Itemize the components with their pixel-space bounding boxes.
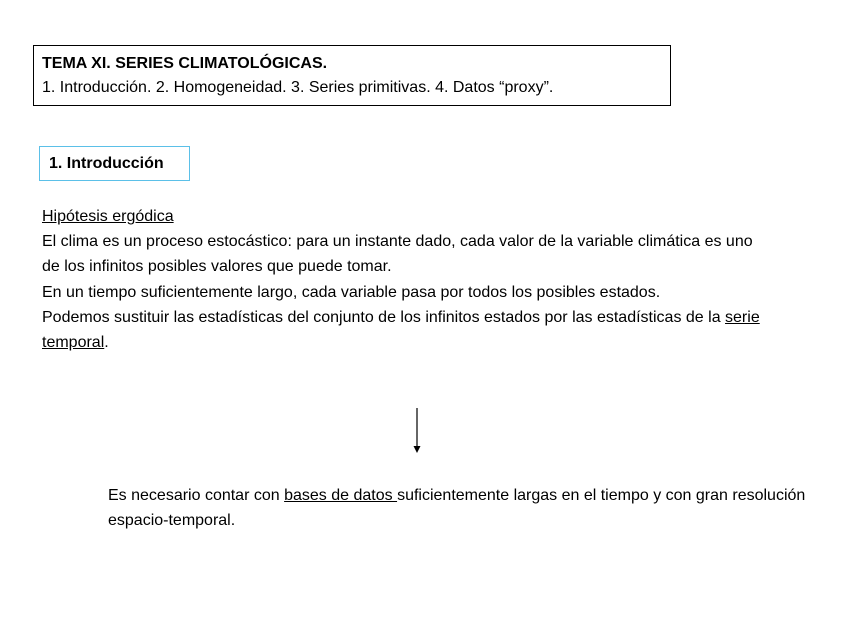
table-of-contents: 1. Introducción. 2. Homogeneidad. 3. Series primitivas. 4. Datos “proxy”.	[42, 79, 554, 96]
paragraph-1: El clima es un proceso estocástico: para un instante dado, cada valor de la variable climática es uno de los infinitos posibles valores que puede tomar.	[42, 233, 753, 276]
bases-de-datos-term: bases de datos	[284, 487, 398, 504]
section-heading: 1. Introducción	[39, 146, 190, 181]
subtitle: Hipótesis ergódica	[42, 208, 174, 225]
page-title: TEMA XI. SERIES CLIMATOLÓGICAS.	[42, 55, 328, 72]
arrow-down-icon	[411, 408, 423, 454]
conclusion-start: Es necesario contar con	[108, 487, 285, 504]
paragraph-3-start: Podemos sustituir las estadísticas del conjunto de los infinitos estados por las estadísticas de la	[42, 308, 726, 326]
body-text	[42, 204, 772, 355]
paragraph-3	[42, 305, 772, 355]
conclusion-end: suficientemente largas en el tiempo y con gran resolución espacio-temporal.	[108, 487, 806, 530]
serie-temporal-term: serie temporal	[42, 308, 760, 352]
paragraph-3-end: .	[104, 334, 109, 352]
paragraph-2: En un tiempo suficientemente largo, cada variable pasa por todos los posibles estados.	[42, 283, 661, 301]
conclusion-text	[108, 483, 808, 533]
title-box	[33, 45, 671, 106]
